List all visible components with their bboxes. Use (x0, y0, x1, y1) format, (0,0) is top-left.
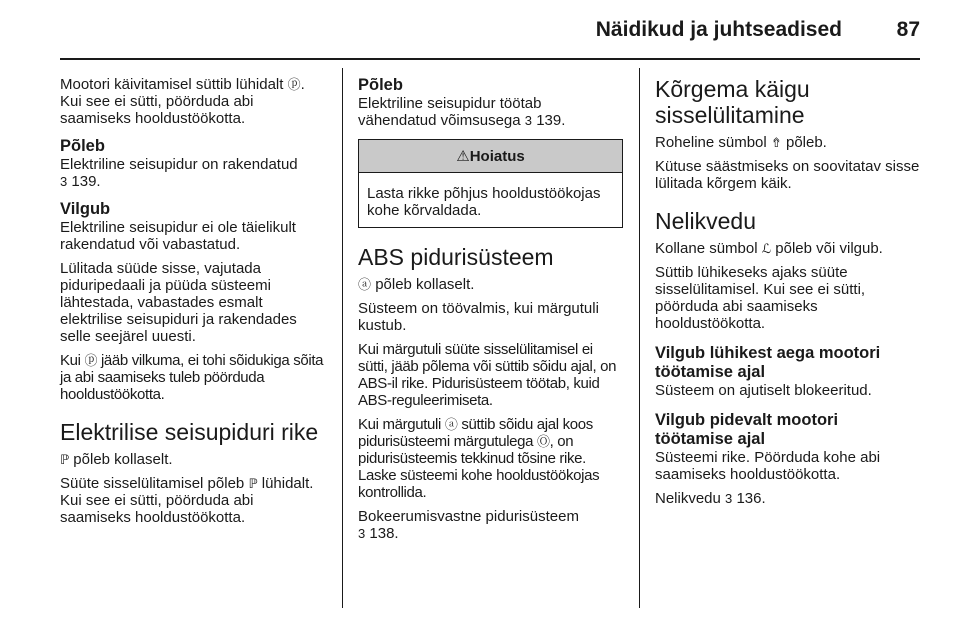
section-poleb-heading: Põleb (60, 137, 105, 155)
intro-paragraph: Mootori käivitamisel süttib lühidalt ⓟ. Kui see ei sütti, pöörduda abi saamiseks hooldustöökotta. (60, 76, 305, 127)
parking-brake-icon: ⓟ (287, 77, 301, 92)
page-reference-link[interactable]: 139. (71, 173, 101, 190)
reset-paragraph: Lülitada süüde sisse, vajutada piduripedaali ja püüda süsteemi lähtestada, vabastades esmalt elektrilise seisupiduri ja rakendades selle seejärel uuesti. (60, 260, 297, 345)
column-2 (358, 76, 623, 549)
page-reference-link[interactable]: 138. (369, 525, 399, 542)
section-poleb-heading: Põleb (358, 76, 403, 94)
vilgub-paragraph: Elektriline seisupidur ei ole täielikult rakendatud või vabastatud. (60, 219, 296, 253)
abs-paragraph-2: Süsteem on töövalmis, kui märgutuli kustub. (358, 300, 599, 334)
column-1 (60, 76, 328, 533)
awd-reference-paragraph: Nelikvedu 3 136. (655, 490, 766, 507)
abs-paragraph-5: Bokeerumisvastne pidurisüsteem 3 138. (358, 508, 579, 542)
section-blink-continuous-heading: Vilgub pidevalt mootori töötamise ajal (655, 411, 839, 448)
section-fault-heading: Elektrilise seisupiduri rike (60, 419, 319, 445)
brake-fault-icon: ℙ (60, 452, 70, 467)
header-divider (60, 58, 920, 60)
page-reference-link[interactable]: 136. (736, 490, 766, 507)
abs-icon: ⓐ (358, 277, 372, 292)
section-abs-heading: ABS pidurisüsteem (358, 244, 554, 270)
abs-icon: ⓐ (444, 417, 458, 432)
warning-text: Lasta rikke põhjus hooldustöökojas kohe kõrvaldada. (367, 185, 601, 219)
section-upshift-heading: Kõrgema käigu sisselülitamine (655, 76, 810, 128)
warning-title: Hoiatus (469, 148, 525, 165)
section-awd-heading: Nelikvedu (655, 208, 756, 234)
parking-brake-icon: ⓟ (84, 353, 98, 368)
page-header (0, 0, 960, 58)
page-number: 87 (896, 18, 920, 41)
warning-flashing-paragraph: Kui ⓟ jääb vilkuma, ei tohi sõidukiga sõita ja abi saamiseks tuleb pöörduda hooldustöökotta. (60, 352, 324, 403)
upshift-paragraph-2: Kütuse säästmiseks on soovitatav sisse lülitada kõrgem käik. (655, 158, 920, 192)
column-divider-1 (342, 68, 343, 608)
blink-short-paragraph: Süsteem on ajutiselt blokeeritud. (655, 382, 872, 399)
brake-fault-icon: ℙ (248, 476, 258, 491)
awd-icon: ℒ (761, 241, 772, 256)
warning-header (359, 140, 622, 173)
warning-box (358, 139, 623, 228)
abs-paragraph-4: Kui märgutuli ⓐ süttib sõidu ajal koos pidurisüsteemi märgutulega Ⓞ, on pidurisüsteemis tekkinud tõsine rike. Laske süsteemi kohe hooldustöökojas kontrollida. (358, 416, 600, 501)
page-reference-link[interactable]: 139. (536, 112, 566, 129)
awd-paragraph-1: Kollane sümbol ℒ põleb või vilgub. (655, 240, 883, 257)
blink-continuous-paragraph: Süsteemi rike. Pöörduda kohe abi saamiseks hooldustöökotta. (655, 449, 881, 483)
brake-system-icon: Ⓞ (537, 434, 550, 449)
warning-triangle-icon: ⚠ (456, 148, 470, 165)
upshift-paragraph-1: Roheline sümbol ⇮ põleb. (655, 134, 827, 151)
ref-arrow-icon: 3 (524, 113, 533, 128)
ref-arrow-icon: 3 (358, 526, 366, 541)
fault-paragraph-2: Süüte sisselülitamisel põleb ℙ lühidalt. Kui see ei sütti, pöörduda abi saamiseks hooldustöökotta. (60, 475, 314, 526)
fault-paragraph-1: ℙ põleb kollaselt. (60, 451, 173, 468)
column-divider-2 (639, 68, 640, 608)
ref-arrow-icon: 3 (725, 491, 733, 506)
poleb-paragraph: Elektriline seisupidur on rakendatud 3 139. (60, 156, 298, 190)
abs-paragraph-3: Kui märgutuli süüte sisselülitamisel ei sütti, jääb põlema või süttib sõidu ajal, on ABS-il rike. Pidurisüsteem töötab, kuid ABS-reguleerimiseta. (358, 341, 617, 409)
ref-arrow-icon: 3 (60, 174, 68, 189)
section-vilgub-heading: Vilgub (60, 200, 111, 218)
page-title: Näidikud ja juhtseadised (595, 18, 842, 41)
reduced-power-paragraph: Elektriline seisupidur töötab vähendatud võimsusega 3 139. (358, 95, 566, 129)
abs-paragraph-1: ⓐ põleb kollaselt. (358, 276, 475, 293)
column-3 (655, 76, 920, 514)
section-blink-short-heading: Vilgub lühikest aega mootori töötamise ajal (655, 344, 881, 381)
awd-paragraph-2: Süttib lühikeseks ajaks süüte sisselülitamisel. Kui see ei sütti, pöörduda abi saamiseks hooldustöökotta. (655, 264, 866, 332)
upshift-icon: ⇮ (770, 135, 782, 150)
